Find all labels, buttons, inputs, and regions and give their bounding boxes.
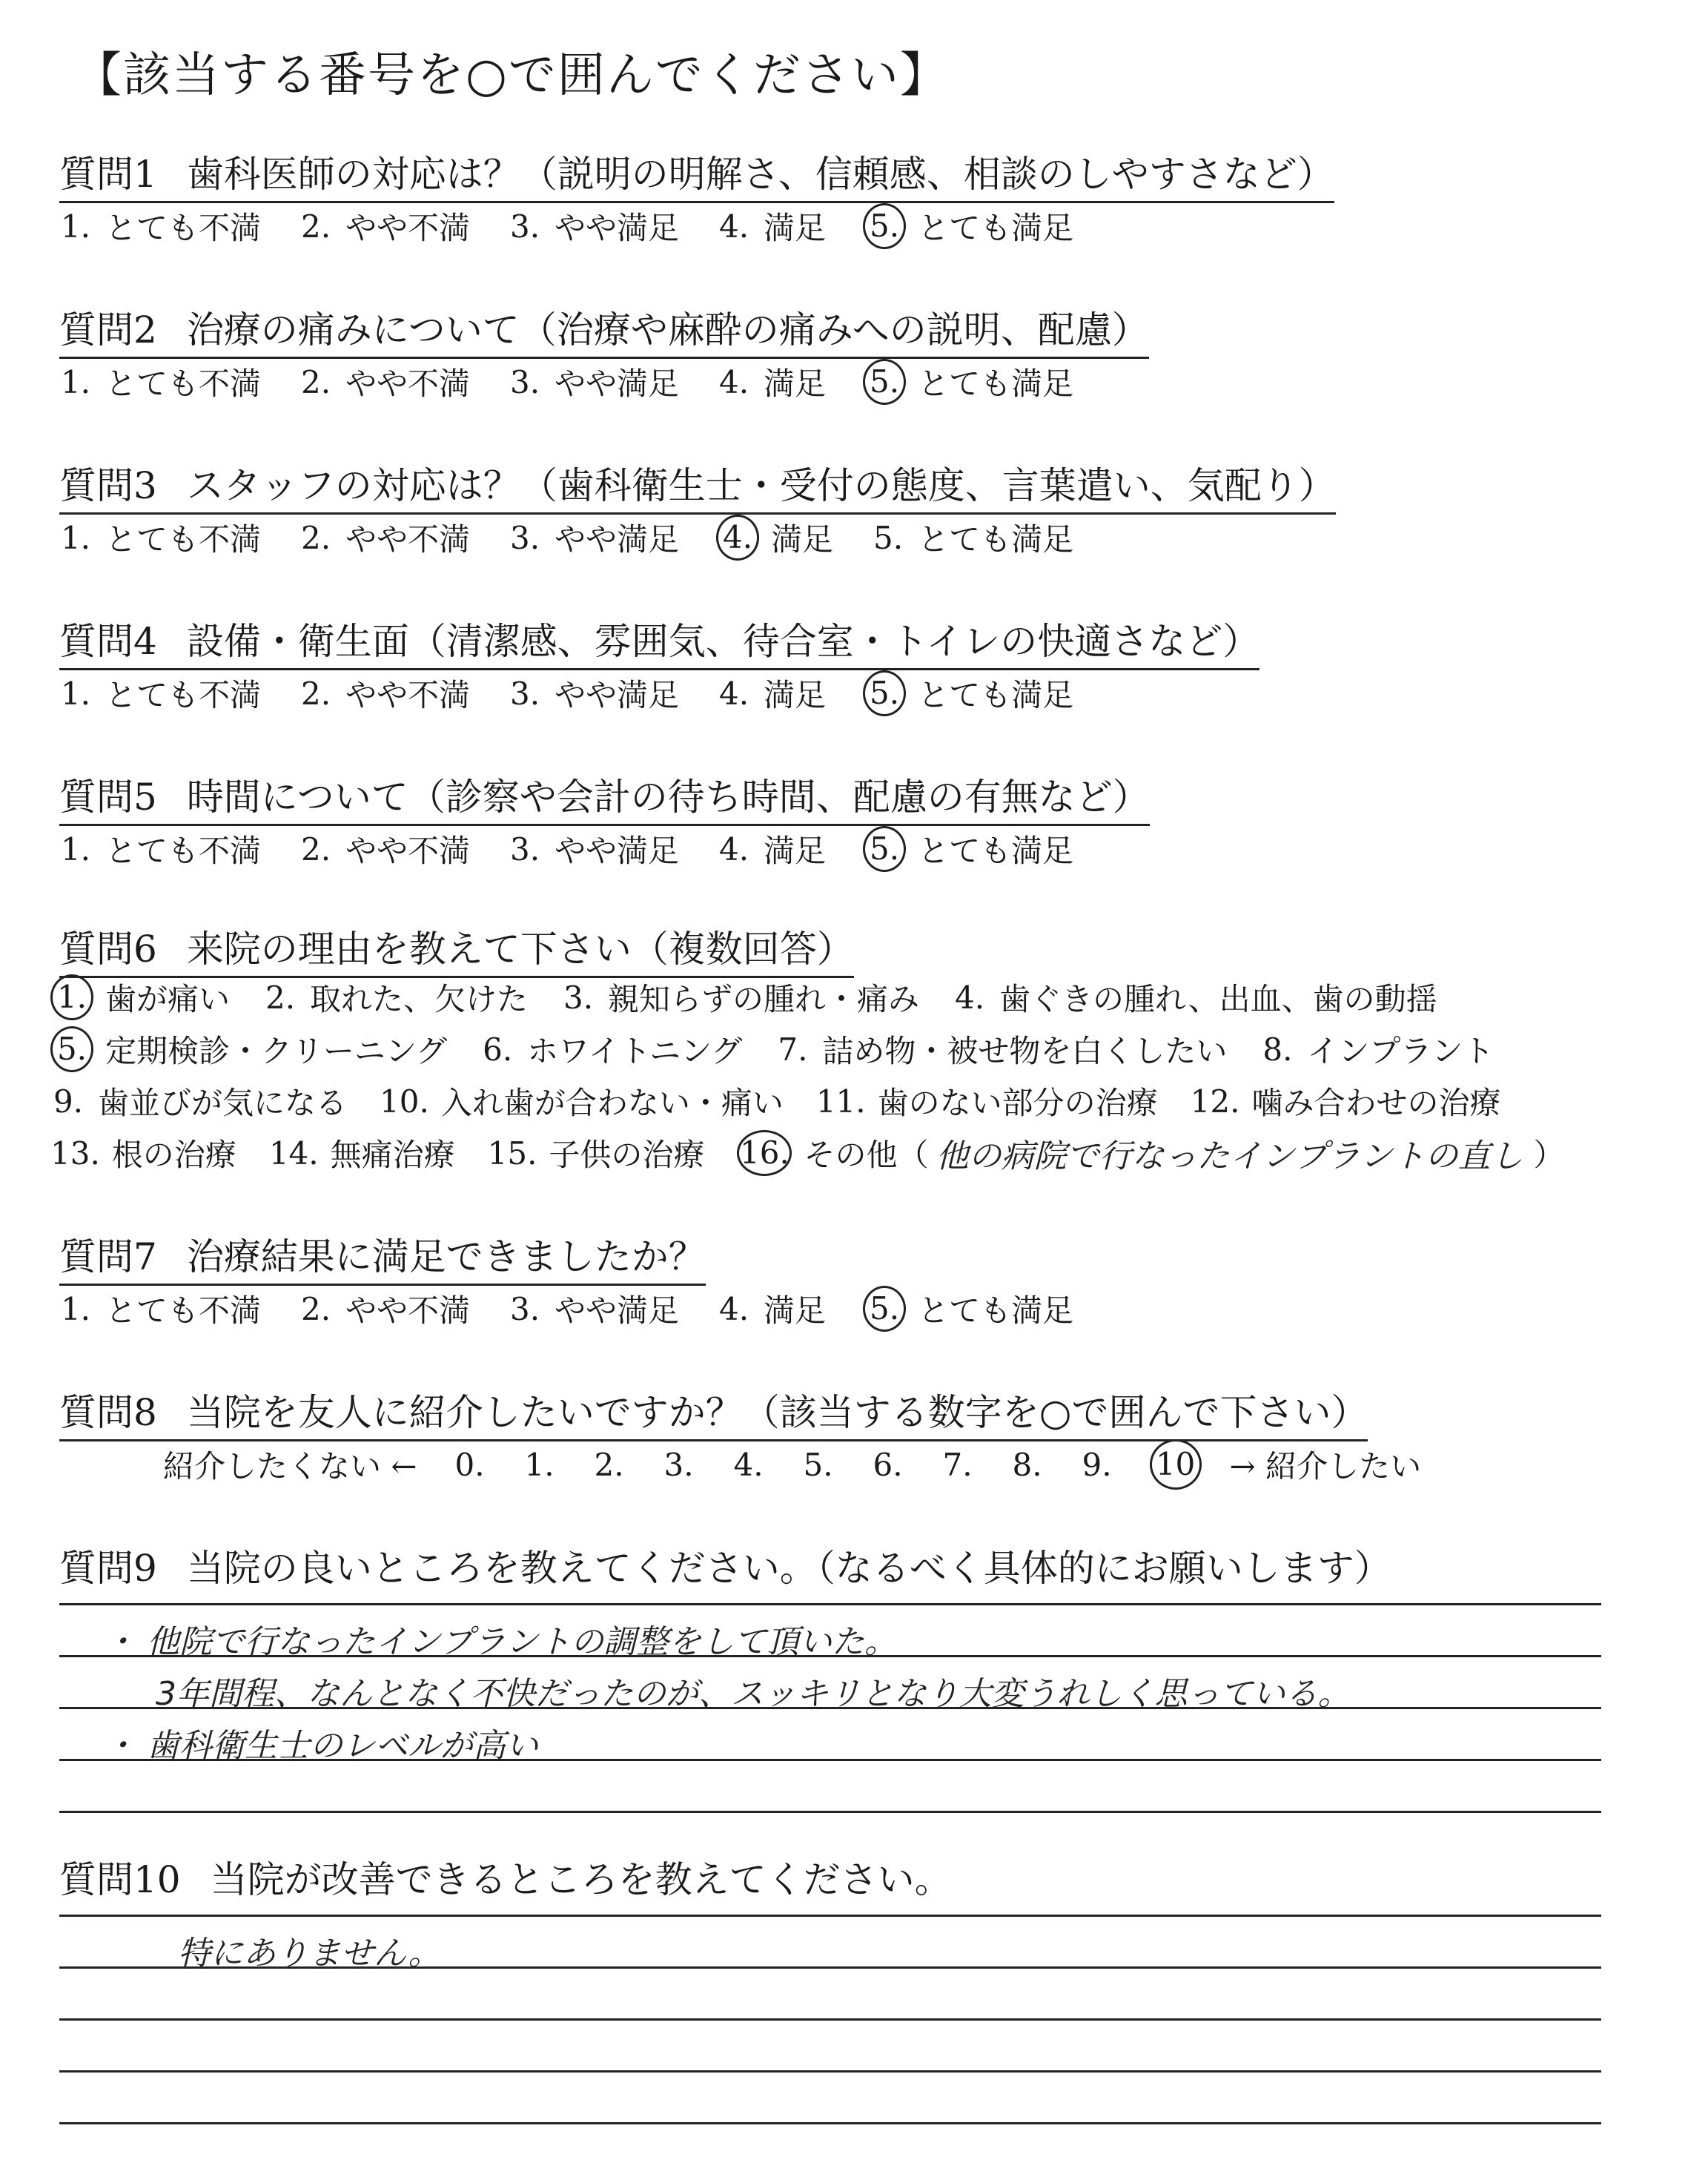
other-handwritten-answer[interactable]: 他の病院で行なったインプラントの直し: [936, 1137, 1523, 1175]
question-9: [59, 1539, 1391, 1592]
other-close-paren: ）: [1533, 1137, 1565, 1173]
question-number: 質問7: [59, 1235, 157, 1278]
option-4[interactable]: 4. 満足: [719, 363, 827, 402]
q10-handwritten-line-1[interactable]: 特にありません。: [178, 1935, 441, 1972]
question-number: 質問8: [59, 1391, 157, 1434]
question-2: [59, 300, 1149, 359]
reason-10[interactable]: 10. 入れ歯が合わない・痛い: [380, 1083, 784, 1121]
question-text: 当院が改善できるところを教えてください。: [210, 1858, 952, 1901]
question-5: [59, 767, 1150, 826]
scale-3[interactable]: 3.: [663, 1446, 694, 1483]
option-5-selected[interactable]: 5. とても満足: [863, 671, 1073, 716]
option-4[interactable]: 4. 満足: [719, 1290, 827, 1329]
answer-line: [59, 2018, 1601, 2021]
scale-9[interactable]: 9.: [1082, 1446, 1112, 1483]
scale-0[interactable]: 0.: [454, 1446, 485, 1483]
question-number: 質問2: [59, 308, 157, 351]
option-1[interactable]: 1. とても不満: [60, 363, 262, 402]
option-2[interactable]: 2. やや不満: [300, 208, 471, 246]
option-3[interactable]: 3. やや満足: [509, 363, 680, 402]
reasons-row-3: [50, 1075, 1564, 1127]
option-3[interactable]: 3. やや満足: [509, 519, 680, 558]
option-1[interactable]: 1. とても不満: [60, 1290, 262, 1329]
reason-6[interactable]: 6. ホワイトニング: [483, 1031, 743, 1069]
answer-row-3: [58, 515, 1110, 560]
question-text: 治療結果に満足できましたか？: [186, 1235, 706, 1278]
answer-row-1: [58, 204, 1110, 248]
scale-8[interactable]: 8.: [1012, 1446, 1042, 1483]
reasons-row-4: [50, 1127, 1564, 1179]
reasons-list: [50, 971, 1564, 1179]
option-1[interactable]: 1. とても不満: [60, 519, 262, 558]
scale-4[interactable]: 4.: [733, 1446, 764, 1483]
option-5-selected[interactable]: 5. とても満足: [863, 827, 1073, 871]
option-1[interactable]: 1. とても不満: [60, 830, 262, 869]
answer-row-2: [58, 360, 1110, 404]
question-text: 来院の理由を教えて下さい（複数回答）: [186, 928, 854, 971]
q9-handwritten-line-3[interactable]: ・ 歯科衛生士のレベルが高い: [104, 1727, 538, 1765]
option-5-selected[interactable]: 5. とても満足: [863, 360, 1073, 404]
option-4[interactable]: 4. 満足: [719, 208, 827, 246]
option-2[interactable]: 2. やや不満: [300, 1290, 471, 1329]
q9-handwritten-line-1[interactable]: ・ 他院で行なったインプラントの調整をして頂いた。: [104, 1623, 897, 1661]
question-text: スタッフの対応は？（歯科衛生士・受付の態度、言葉遣い、気配り）: [186, 464, 1336, 507]
question-3: [59, 456, 1336, 515]
scale-7[interactable]: 7.: [942, 1446, 973, 1483]
reason-9[interactable]: 9. 歯並びが気になる: [53, 1083, 348, 1121]
option-1[interactable]: 1. とても不満: [60, 675, 262, 713]
reason-16-selected[interactable]: 16. その他（: [737, 1131, 928, 1175]
question-text: 設備・衛生面（清潔感、雰囲気、待合室・トイレの快適さなど）: [186, 620, 1260, 663]
answer-row-5: [58, 827, 1110, 871]
option-5-selected[interactable]: 5. とても満足: [863, 1287, 1073, 1331]
question-text: 時間について（診察や会計の待ち時間、配慮の有無など）: [186, 776, 1150, 819]
question-8: [59, 1383, 1368, 1441]
reason-14[interactable]: 14. 無痛治療: [268, 1135, 455, 1173]
answer-line: [59, 2122, 1601, 2124]
q9-handwritten-line-2[interactable]: 3年間程、なんとなく不快だったのが、スッキリとなり大変うれしく思っている。: [156, 1675, 1351, 1713]
question-10: [59, 1850, 952, 1903]
question-1: [59, 145, 1334, 203]
reason-12[interactable]: 12. 噛み合わせの治療: [1190, 1083, 1501, 1121]
question-text: 歯科医師の対応は？（説明の明解さ、信頼感、相談のしやすさなど）: [186, 153, 1334, 196]
question-4: [59, 612, 1260, 670]
reasons-row-2: [50, 1023, 1564, 1075]
question-number: 質問1: [59, 153, 157, 196]
question-text: 当院の良いところを教えてください。（なるべく具体的にお願いします）: [186, 1547, 1391, 1590]
question-7: [59, 1227, 706, 1286]
option-3[interactable]: 3. やや満足: [509, 830, 680, 869]
answer-row-4: [58, 671, 1110, 716]
reasons-row-1: [50, 971, 1564, 1023]
option-2[interactable]: 2. やや不満: [300, 830, 471, 869]
scale-1[interactable]: 1.: [524, 1446, 555, 1483]
answer-line: [59, 1811, 1601, 1813]
reason-15[interactable]: 15. 子供の治療: [487, 1135, 705, 1173]
option-5-selected[interactable]: 5. とても満足: [863, 204, 1073, 248]
question-text: 治療の痛みについて（治療や麻酔の痛みへの説明、配慮）: [186, 308, 1149, 351]
reason-3[interactable]: 3. 親知らずの腫れ・痛み: [563, 979, 920, 1017]
reason-5-selected[interactable]: 5. 定期検診・クリーニング: [50, 1027, 447, 1071]
option-3[interactable]: 3. やや満足: [509, 208, 680, 246]
answer-row-7: [58, 1287, 1110, 1331]
option-3[interactable]: 3. やや満足: [509, 1290, 680, 1329]
reason-11[interactable]: 11. 歯のない部分の治療: [815, 1083, 1158, 1121]
reason-8[interactable]: 8. インプラント: [1262, 1031, 1494, 1069]
option-2[interactable]: 2. やや不満: [300, 675, 471, 713]
scale-right-label: → 紹介したい: [1229, 1448, 1422, 1484]
option-3[interactable]: 3. やや満足: [509, 675, 680, 713]
option-4-selected[interactable]: 4. 満足: [716, 515, 833, 560]
question-number: 質問6: [59, 928, 157, 971]
question-6: [59, 919, 854, 978]
question-number: 質問10: [59, 1858, 181, 1901]
scale-10-selected[interactable]: 10: [1150, 1439, 1202, 1490]
reason-7[interactable]: 7. 詰め物・被せ物を白くしたい: [778, 1031, 1228, 1069]
option-4[interactable]: 4. 満足: [719, 830, 827, 869]
question-number: 質問4: [59, 620, 157, 663]
option-2[interactable]: 2. やや不満: [300, 363, 471, 402]
question-text: 当院を友人に紹介したいですか？（該当する数字を○で囲んで下さい）: [186, 1391, 1368, 1434]
option-2[interactable]: 2. やや不満: [300, 519, 471, 558]
scale-6[interactable]: 6.: [873, 1446, 903, 1483]
reason-2[interactable]: 2. 取れた、欠けた: [265, 979, 529, 1017]
scale-5[interactable]: 5.: [803, 1446, 833, 1483]
option-4[interactable]: 4. 満足: [719, 675, 827, 713]
question-number: 質問3: [59, 464, 157, 507]
reason-4[interactable]: 4. 歯ぐきの腫れ、出血、歯の動揺: [955, 979, 1437, 1017]
recommend-scale: [163, 1442, 1457, 1487]
option-5[interactable]: 5. とても満足: [873, 519, 1074, 558]
answer-line: [59, 1915, 1601, 1917]
scale-2[interactable]: 2.: [594, 1446, 624, 1483]
option-1[interactable]: 1. とても不満: [60, 208, 262, 246]
answer-line: [59, 1603, 1601, 1605]
reason-1-selected[interactable]: 1. 歯が痛い: [50, 975, 230, 1020]
question-number: 質問5: [59, 776, 157, 819]
scale-left-label: 紹介したくない ←: [163, 1448, 417, 1484]
answer-line: [59, 2070, 1601, 2073]
reason-13[interactable]: 13. 根の治療: [50, 1135, 236, 1173]
form-title: 【該当する番号を○で囲んでください】: [74, 48, 949, 103]
question-number: 質問9: [59, 1547, 157, 1590]
